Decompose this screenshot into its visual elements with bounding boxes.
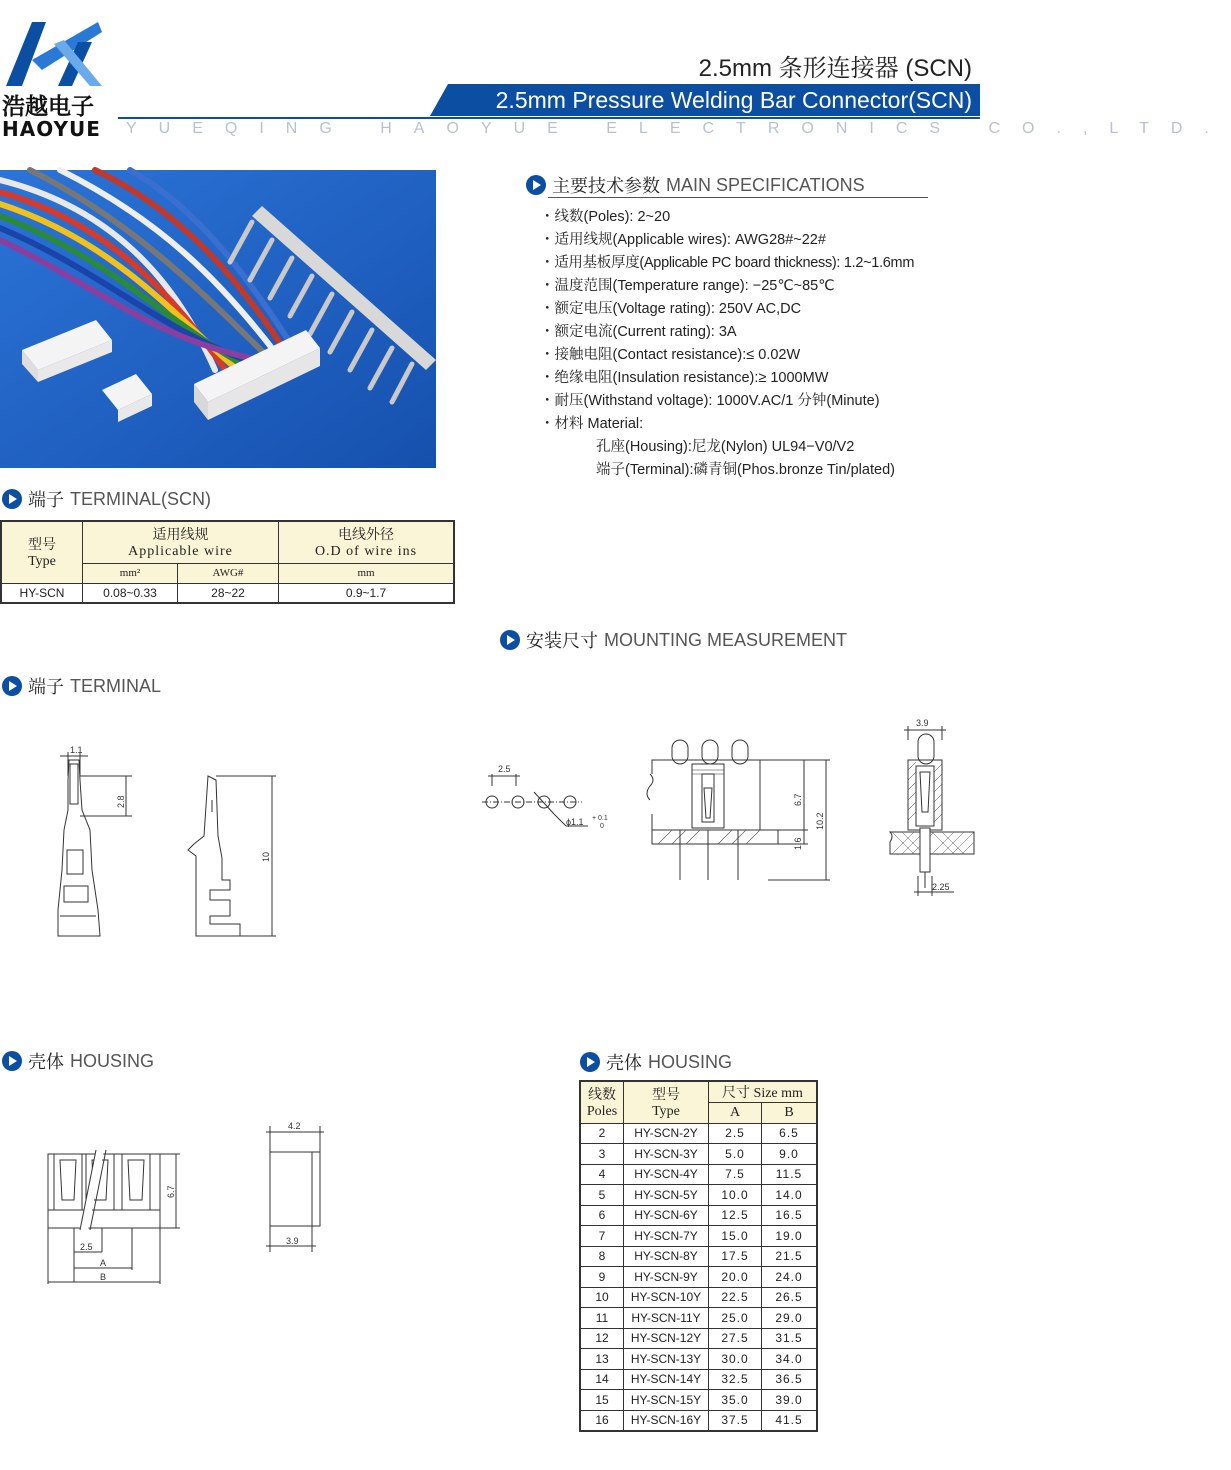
spec-item: ・额定电流(Current rating): 3A — [540, 324, 737, 340]
dim-terminal-h1: 2.8 — [116, 795, 126, 808]
section-heading-mounting — [500, 627, 847, 653]
dim-mount-h3: 1.6 — [793, 837, 803, 850]
brand-name-cn: 浩越电子 — [2, 94, 94, 120]
cell-b: 19.0 — [762, 1226, 818, 1247]
cell-a: 10.0 — [709, 1185, 762, 1206]
col-type-cn: 型号 — [652, 1088, 680, 1104]
cell-awg: 28~22 — [178, 583, 279, 603]
cell-b: 26.5 — [762, 1287, 818, 1308]
dim-hole-tol-up: + 0.1 — [592, 815, 608, 822]
table-row — [580, 1164, 817, 1185]
section-heading-en: TERMINAL — [70, 675, 162, 696]
play-bullet-icon — [2, 489, 22, 509]
dim-pitch: 2.5 — [498, 764, 511, 774]
cell-type: HY-SCN-2Y — [624, 1123, 709, 1144]
cell-b: 21.5 — [762, 1246, 818, 1267]
col-wire — [83, 521, 279, 563]
unit-awg: AWG# — [178, 563, 279, 583]
cell-b: 9.0 — [762, 1144, 818, 1165]
table-row — [580, 1226, 817, 1247]
col-a: A — [709, 1103, 762, 1124]
cell-b: 34.0 — [762, 1349, 818, 1370]
page-title-en: 2.5mm Pressure Welding Bar Connector(SCN) — [495, 87, 972, 113]
dim-housing-b: B — [100, 1272, 107, 1282]
spec-item: ・温度范围(Temperature range): −25℃~85℃ — [540, 278, 835, 294]
cell-a: 27.5 — [709, 1328, 762, 1349]
spec-material: 孔座(Housing):尼龙(Nylon) UL94−V0/V2 — [596, 439, 855, 455]
cell-type: HY-SCN-11Y — [624, 1308, 709, 1329]
table-row — [580, 1246, 817, 1267]
cell-b: 6.5 — [762, 1123, 818, 1144]
cell-type: HY-SCN-16Y — [624, 1410, 709, 1431]
side-section-drawing — [888, 716, 976, 906]
dim-housing-width2: 3.9 — [286, 1236, 299, 1246]
cell-a: 15.0 — [709, 1226, 762, 1247]
cell-poles: 7 — [580, 1226, 624, 1247]
col-od-en: O.D of wire ins — [314, 544, 418, 560]
terminal-table — [0, 520, 455, 604]
cell-a: 17.5 — [709, 1246, 762, 1267]
col-od-cn: 电线外径 — [338, 528, 394, 544]
pcb-hole-drawing — [478, 756, 618, 836]
cell-poles: 2 — [580, 1123, 624, 1144]
spec-material: 端子(Terminal):磷青铜(Phos.bronze Tin/plated) — [596, 462, 895, 478]
cell-a: 32.5 — [709, 1369, 762, 1390]
play-bullet-icon — [526, 175, 546, 195]
cell-type: HY-SCN-7Y — [624, 1226, 709, 1247]
table-row — [580, 1410, 817, 1431]
section-heading-cn: 壳体 — [28, 1052, 64, 1072]
section-heading-cn: 安装尺寸 — [526, 631, 598, 651]
col-b: B — [762, 1103, 818, 1124]
table-row — [580, 1349, 817, 1370]
cell-a: 12.5 — [709, 1205, 762, 1226]
cell-a: 37.5 — [709, 1410, 762, 1431]
table-row — [580, 1123, 817, 1144]
dim-side-width: 3.9 — [916, 718, 929, 728]
housing-table — [579, 1080, 818, 1432]
logo — [2, 14, 112, 140]
terminal-drawing — [40, 740, 290, 950]
cell-a: 20.0 — [709, 1267, 762, 1288]
cell-type: HY-SCN — [1, 583, 83, 603]
section-heading-cn: 主要技术参数 — [552, 176, 660, 196]
dim-mount-h1: 6.7 — [793, 793, 803, 806]
cell-type: HY-SCN-6Y — [624, 1205, 709, 1226]
dim-terminal-width: 1.1 — [70, 745, 83, 755]
table-row — [1, 583, 454, 603]
housing-rows — [580, 1123, 817, 1431]
cell-b: 11.5 — [762, 1164, 818, 1185]
col-type-cn: 型号 — [28, 538, 56, 554]
cell-type: HY-SCN-13Y — [624, 1349, 709, 1370]
cell-a: 22.5 — [709, 1287, 762, 1308]
cell-poles: 9 — [580, 1267, 624, 1288]
table-row — [580, 1185, 817, 1206]
cell-mm2: 0.08~0.33 — [83, 583, 178, 603]
col-wire-cn: 适用线规 — [152, 528, 209, 544]
page-title-cn: 2.5mm 条形连接器 (SCN) — [698, 55, 972, 82]
section-heading-cn: 端子 — [28, 677, 64, 697]
section-heading-terminal-scn — [2, 486, 211, 512]
cell-b: 36.5 — [762, 1369, 818, 1390]
col-poles-cn: 线数 — [588, 1088, 616, 1104]
cell-type: HY-SCN-9Y — [624, 1267, 709, 1288]
section-heading-en: MAIN SPECIFICATIONS — [666, 174, 865, 195]
dim-housing-width: 4.2 — [288, 1121, 301, 1131]
cell-poles: 3 — [580, 1144, 624, 1165]
cell-b: 31.5 — [762, 1328, 818, 1349]
cell-type: HY-SCN-14Y — [624, 1369, 709, 1390]
dim-housing-height: 6.7 — [166, 1185, 176, 1198]
cell-poles: 10 — [580, 1287, 624, 1308]
product-photo-illustration — [0, 170, 436, 468]
cell-b: 14.0 — [762, 1185, 818, 1206]
spec-item: ・线数(Poles): 2~20 — [540, 209, 671, 225]
play-bullet-icon — [2, 1051, 22, 1071]
col-type — [1, 521, 83, 583]
cell-poles: 11 — [580, 1308, 624, 1329]
cell-a: 25.0 — [709, 1308, 762, 1329]
table-row — [580, 1267, 817, 1288]
cell-type: HY-SCN-12Y — [624, 1328, 709, 1349]
cell-poles: 5 — [580, 1185, 624, 1206]
spec-item: ・耐压(Withstand voltage): 1000V.AC/1 分钟(Minute) — [540, 393, 880, 409]
dim-housing-a: A — [100, 1258, 107, 1268]
spec-item: ・绝缘电阻(Insulation resistance):≥ 1000MW — [540, 370, 829, 386]
play-bullet-icon — [500, 630, 520, 650]
section-heading-en: HOUSING — [648, 1051, 733, 1072]
cell-a: 35.0 — [709, 1390, 762, 1411]
section-heading-en: HOUSING — [70, 1050, 155, 1071]
logo-mark-icon — [2, 14, 106, 88]
col-type-en: Type — [652, 1104, 680, 1120]
cell-b: 16.5 — [762, 1205, 818, 1226]
cell-poles: 13 — [580, 1349, 624, 1370]
mounted-connector-drawing — [648, 734, 838, 884]
dim-side-bottom: 2.25 — [932, 882, 950, 892]
cell-a: 7.5 — [709, 1164, 762, 1185]
cell-poles: 6 — [580, 1205, 624, 1226]
col-type — [624, 1081, 709, 1123]
product-photo — [0, 170, 436, 468]
table-row — [580, 1308, 817, 1329]
cell-type: HY-SCN-15Y — [624, 1390, 709, 1411]
section-heading-en: TERMINAL(SCN) — [70, 488, 212, 509]
cell-poles: 16 — [580, 1410, 624, 1431]
col-poles — [580, 1081, 624, 1123]
company-tagline: YUEQING HAOYUE ELECTRONICS CO.,LTD. — [126, 120, 1231, 137]
play-bullet-icon — [580, 1052, 600, 1072]
cell-b: 39.0 — [762, 1390, 818, 1411]
title-banner — [430, 84, 980, 116]
spec-list — [540, 206, 914, 482]
cell-poles: 15 — [580, 1390, 624, 1411]
table-row — [580, 1328, 817, 1349]
cell-type: HY-SCN-4Y — [624, 1164, 709, 1185]
brand-name-en: HAOYUE — [2, 117, 101, 141]
housing-front-drawing — [40, 1140, 190, 1290]
section-heading-en: MOUNTING MEASUREMENT — [604, 629, 847, 650]
cell-type: HY-SCN-5Y — [624, 1185, 709, 1206]
cell-a: 5.0 — [709, 1144, 762, 1165]
dim-mount-h2: 10.2 — [815, 812, 825, 830]
header-rule — [118, 117, 980, 119]
section-heading-cn: 端子 — [28, 490, 64, 510]
specs-underline — [548, 197, 928, 198]
dim-hole-tol-dn: 0 — [600, 823, 604, 830]
section-heading-housing-left — [2, 1048, 154, 1074]
dim-hole: ϕ1.1 — [566, 817, 584, 827]
cell-type: HY-SCN-10Y — [624, 1287, 709, 1308]
col-wire-en: Applicable wire — [128, 544, 233, 560]
cell-b: 41.5 — [762, 1410, 818, 1431]
table-row — [580, 1205, 817, 1226]
col-poles-en: Poles — [586, 1104, 618, 1120]
cell-poles: 4 — [580, 1164, 624, 1185]
spec-item: ・材料 Material: — [540, 416, 644, 432]
section-heading-terminal — [2, 673, 161, 699]
spec-item: ・额定电压(Voltage rating): 250V AC,DC — [540, 301, 802, 317]
table-row — [580, 1369, 817, 1390]
cell-poles: 12 — [580, 1328, 624, 1349]
spec-item: ・接触电阻(Contact resistance):≤ 0.02W — [540, 347, 801, 363]
table-row — [580, 1144, 817, 1165]
table-row — [580, 1390, 817, 1411]
cell-a: 30.0 — [709, 1349, 762, 1370]
col-type-en: Type — [28, 554, 56, 570]
spec-item: ・适用线规(Applicable wires): AWG28#~22# — [540, 232, 826, 248]
cell-poles: 14 — [580, 1369, 624, 1390]
col-od — [279, 521, 455, 563]
spec-item: ・适用基板厚度(Applicable PC board thickness): 1.2~1.6mm — [540, 255, 915, 271]
cell-type: HY-SCN-3Y — [624, 1144, 709, 1165]
section-heading-cn: 壳体 — [606, 1053, 642, 1073]
dim-terminal-h2: 10 — [261, 851, 271, 862]
dim-housing-pitch: 2.5 — [80, 1242, 93, 1252]
section-heading-specs — [526, 172, 865, 198]
section-heading-housing-table — [580, 1049, 732, 1075]
col-size: 尺寸 Size mm — [709, 1081, 818, 1103]
housing-side-drawing — [258, 1118, 338, 1258]
cell-a: 2.5 — [709, 1123, 762, 1144]
cell-b: 24.0 — [762, 1267, 818, 1288]
play-bullet-icon — [2, 676, 22, 696]
table-row — [580, 1287, 817, 1308]
cell-poles: 8 — [580, 1246, 624, 1267]
unit-mm2: mm² — [83, 563, 178, 583]
cell-type: HY-SCN-8Y — [624, 1246, 709, 1267]
cell-b: 29.0 — [762, 1308, 818, 1329]
cell-od: 0.9~1.7 — [279, 583, 455, 603]
unit-mm: mm — [279, 563, 455, 583]
